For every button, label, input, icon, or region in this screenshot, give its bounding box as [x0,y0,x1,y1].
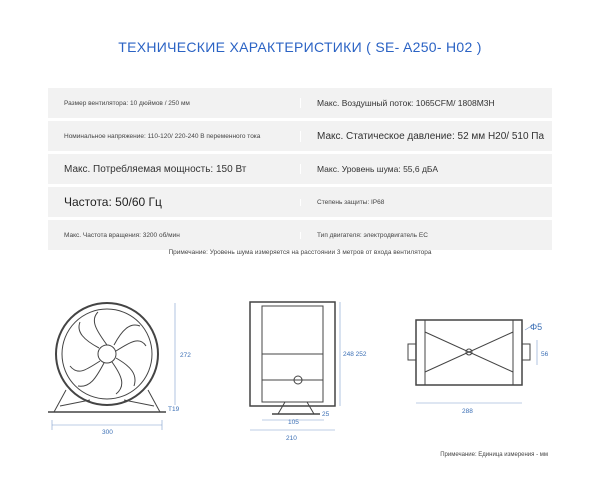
side-base-label: 105 [288,419,299,426]
spec-rpm: Макс. Частота вращения: 3200 об/мин [64,231,180,239]
spec-power: Макс. Потребляемая мощность: 150 Вт [64,163,247,175]
spec-frequency: Частота: 50/60 Гц [64,195,162,209]
side-height-label: 248 252 [343,351,367,358]
spec-fan-size: Размер вентилятора: 10 дюймов / 250 мм [64,99,190,107]
spec-voltage: Номинальное напряжение: 110-120/ 220-240 В переменного тока [64,132,261,140]
spec-max-airflow: Макс. Воздушный поток: 1065CFM/ 1808M3H [300,98,552,108]
top-view-drawing [408,320,530,385]
front-height-label: 272 [180,352,191,359]
top-hole-label: Φ5 [530,322,543,332]
front-width-label: 300 [102,429,113,436]
spec-noise: Макс. Уровень шума: 55,6 дБА [300,164,552,174]
spec-protection: Степень защиты: IP68 [300,199,552,206]
front-base-label: T19 [168,406,180,413]
front-view-drawing [48,303,166,412]
top-offset-label: 56 [541,351,549,358]
side-gap-label: 25 [322,411,330,418]
page-title: ТЕХНИЧЕСКИЕ ХАРАКТЕРИСТИКИ ( SE- A250- H02 ) [118,39,482,55]
side-width-label: 210 [286,435,297,442]
top-width-label: 288 [462,408,473,415]
side-view-drawing [250,302,335,414]
spec-static-pressure: Макс. Статическое давление: 52 мм H20/ 510 Па [300,131,552,142]
spec-motor-type: Тип двигателя: электродвигатель ЕС [300,232,552,239]
unit-note: Примечание: Единица измерения - мм [440,452,548,458]
noise-note: Примечание: Уровень шума измеряется на расстоянии 3 метров от входа вентилятора [168,249,432,256]
